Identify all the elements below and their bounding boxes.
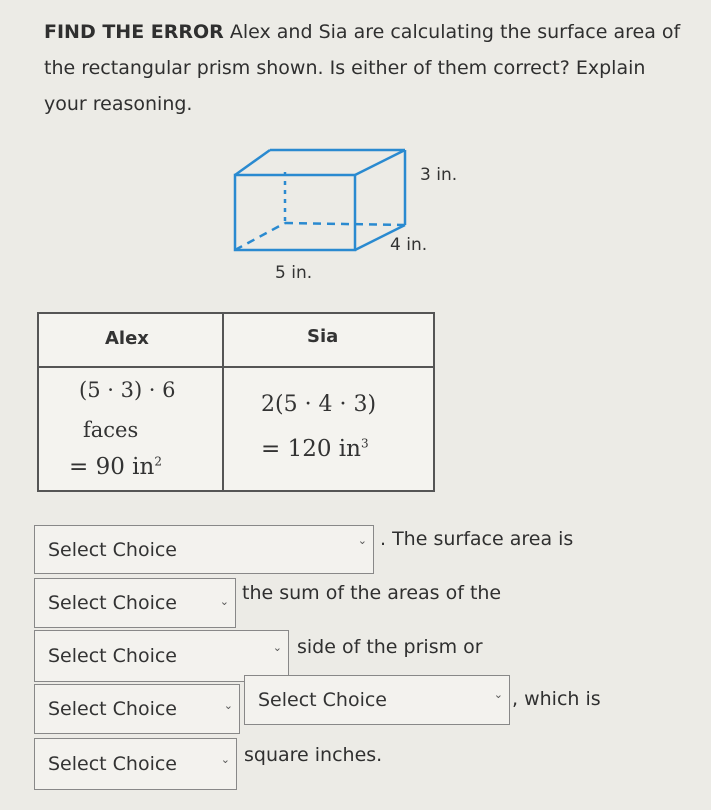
select-choice-6[interactable] (34, 738, 237, 790)
prism-front-face (235, 175, 355, 250)
sia-line-1: 2(5 · 4 · 3) (261, 392, 377, 417)
alex-line-2: faces (83, 418, 139, 442)
solutions-table (37, 312, 435, 492)
chevron-down-icon: ⌄ (219, 595, 229, 608)
column-divider (222, 314, 224, 490)
height-label: 3 in. (420, 165, 458, 185)
header-alex: Alex (105, 328, 149, 349)
select-choice-4[interactable] (34, 684, 240, 734)
chevron-down-icon: ⌄ (357, 534, 367, 547)
select-choice-2-label: Select Choice (48, 592, 178, 614)
select-choice-6-label: Select Choice (48, 753, 178, 775)
rectangular-prism-figure (225, 140, 485, 300)
chevron-down-icon: ⌄ (493, 688, 503, 701)
select-choice-3-label: Select Choice (48, 645, 178, 667)
select-choice-5-label: Select Choice (258, 689, 388, 711)
alex-exponent: 2 (154, 454, 162, 469)
select-choice-1[interactable] (34, 525, 374, 574)
header-sia: Sia (307, 326, 339, 347)
answer-text-4: , which is (512, 688, 601, 710)
answer-text-1: . The surface area is (380, 528, 574, 550)
problem-prompt (44, 14, 684, 122)
chevron-down-icon: ⌄ (272, 641, 282, 654)
prompt-heading: FIND THE ERROR (44, 21, 224, 43)
select-choice-5[interactable] (244, 675, 510, 725)
select-choice-4-label: Select Choice (48, 698, 178, 720)
answer-text-2: the sum of the areas of the (242, 582, 502, 604)
sia-exponent: 3 (360, 436, 369, 451)
sia-line-2: = 120 $in^3$ (261, 436, 369, 462)
select-choice-2[interactable] (34, 578, 236, 628)
alex-line-1: (5 · 3) · 6 (79, 378, 176, 402)
table-header-row (39, 314, 433, 368)
answer-text-5: square inches. (244, 744, 383, 766)
alex-line-3: = 90 $in^2$ (69, 454, 162, 480)
chevron-down-icon: ⌄ (220, 753, 230, 766)
depth-label: 4 in. (390, 235, 428, 255)
answer-text-3: side of the prism or (297, 636, 483, 658)
chevron-down-icon: ⌄ (223, 699, 233, 712)
select-choice-1-label: Select Choice (48, 538, 178, 561)
prompt-text: Alex and Sia are calculating the surface area of the rectangular prism shown. Is either of them correct? Explain your reasoning. (44, 21, 681, 115)
width-label: 5 in. (275, 263, 313, 283)
